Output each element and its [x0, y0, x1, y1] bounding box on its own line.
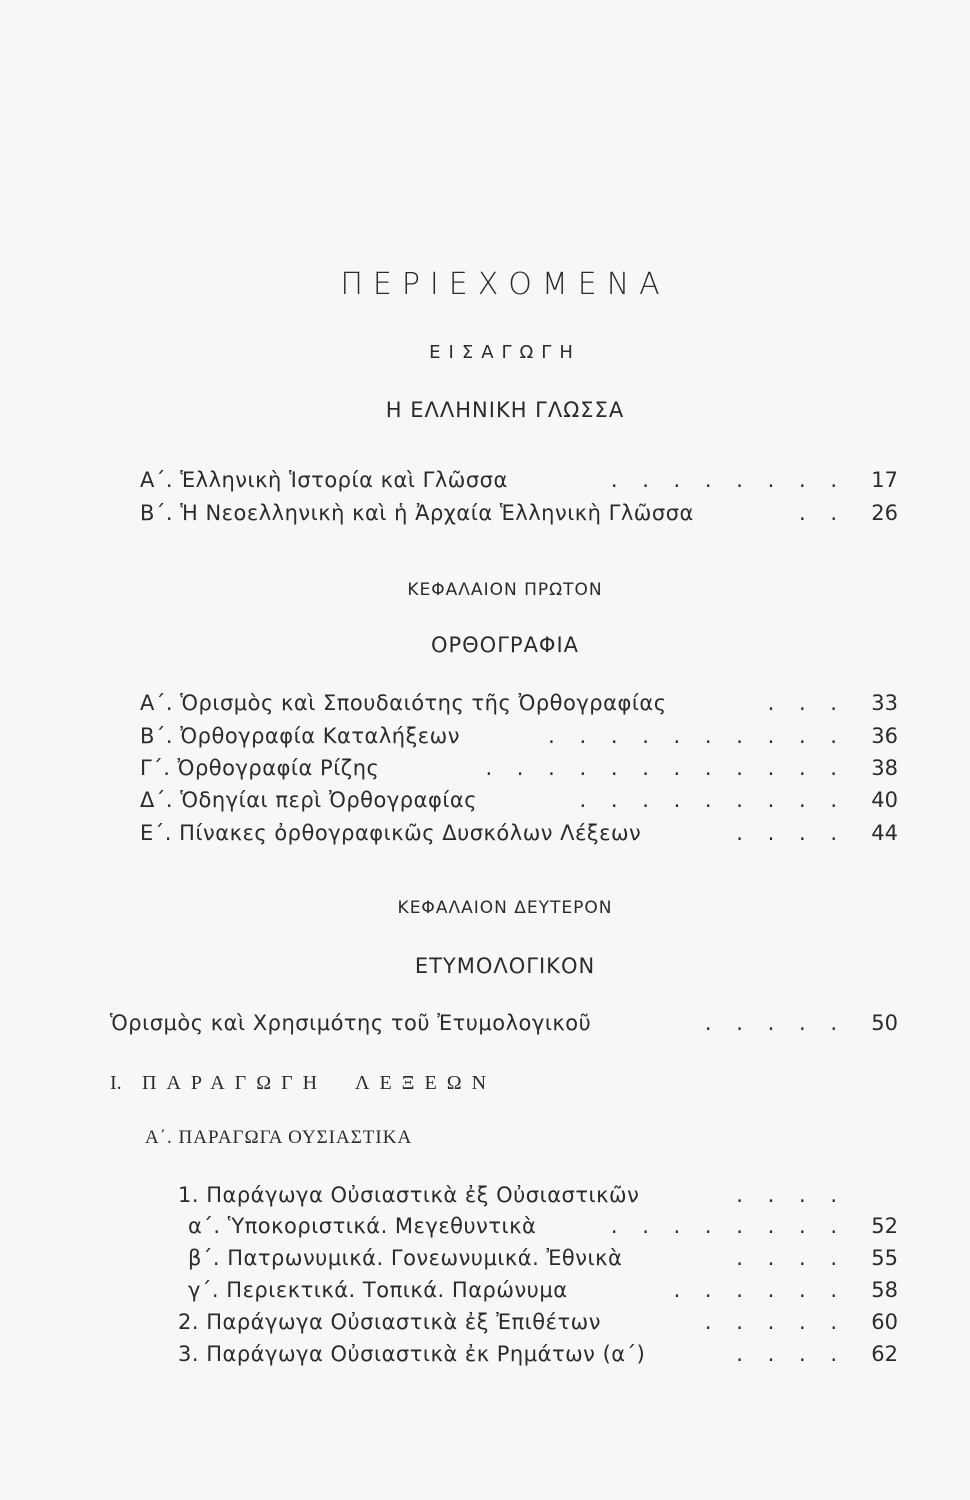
toc-entry-title: α΄. Ὑποκοριστικά. Μεγεθυντικὰ [188, 1214, 537, 1238]
page-number: 60 [871, 1310, 898, 1334]
toc-entry-title: 2. Παράγωγα Οὐσιαστικὰ ἐξ Ἐπιθέτων [178, 1310, 601, 1334]
toc-entry-title: Β΄. Ἡ Νεοελληνικὴ καὶ ἡ Ἀρχαία Ἑλληνικὴ Γλῶσσα [140, 501, 694, 525]
toc-entry [140, 784, 898, 816]
part-number: Ι. [110, 1072, 122, 1094]
dot-leader: . . . . . . . . . [579, 788, 846, 812]
part-title: ΠΑΡΑΓΩΓΗ ΛΕΞΕΩΝ [142, 1072, 497, 1094]
page-number: 44 [871, 821, 898, 845]
dot-leader: . . . . . [704, 1011, 846, 1035]
toc-entry-title: Ὁρισμὸς καὶ Χρησιμότης τοῦ Ἐτυμολογικοῦ [110, 1011, 592, 1035]
introduction-heading: ΕΙΣΑΓΩΓΗ [429, 342, 581, 363]
toc-entry [140, 720, 898, 752]
dot-leader: . . . . . . . . [610, 468, 846, 492]
page-number: 17 [871, 468, 898, 492]
dot-leader: . . . . . . . . . . . . [485, 756, 846, 780]
toc-entry-title: Α΄. Ὁρισμὸς καὶ Σπουδαιότης τῆς Ὀρθογραφίας [140, 691, 667, 715]
toc-entry [110, 1007, 898, 1039]
toc-entry-title: Δ΄. Ὁδηγίαι περὶ Ὀρθογραφίας [140, 788, 478, 812]
toc-entry-title: γ΄. Περιεκτικά. Τοπικά. Παρώνυμα [188, 1278, 568, 1302]
page-number: 33 [871, 691, 898, 715]
dot-leader: . . . . . [704, 1310, 846, 1334]
toc-entry-title: 1. Παράγωγα Οὐσιαστικὰ ἐξ Οὐσιαστικῶν [178, 1183, 640, 1207]
toc-entry [178, 1306, 898, 1338]
toc-entry-title: Γ΄. Ὀρθογραφία Ρίζης [140, 756, 380, 780]
introduction-subtitle: Η ΕΛΛΗΝΙΚΗ ΓΛΩΣΣΑ [385, 398, 625, 422]
chapter-2-subtitle: ΕΤΥΜΟΛΟΓΙΚΟΝ [414, 954, 596, 978]
chapter-1-subtitle: ΟΡΘΟΓΡΑΦΙΑ [430, 633, 580, 657]
toc-entry-title: Ε΄. Πίνακες ὀρθογραφικῶς Δυσκόλων Λέξεων [140, 821, 642, 845]
page-number: 58 [871, 1278, 898, 1302]
page-number: 36 [871, 724, 898, 748]
toc-entry [178, 1338, 898, 1370]
dot-leader: . . . . [736, 1183, 846, 1207]
page-number: 38 [871, 756, 898, 780]
toc-entry [140, 817, 898, 849]
dot-leader: . . [798, 501, 846, 525]
toc-entry [140, 687, 898, 719]
toc-entry [188, 1274, 898, 1306]
page-number: 62 [871, 1342, 898, 1366]
dot-leader: . . . . . . [673, 1278, 846, 1302]
page-number: 40 [871, 788, 898, 812]
dot-leader: . . . . . . . . [610, 1214, 846, 1238]
toc-entry [140, 497, 898, 529]
page-number: 55 [871, 1246, 898, 1270]
page-title: ΠΕΡΙΕΧΟΜΕΝΑ [340, 267, 670, 302]
chapter-2-heading: ΚΕΦΑΛΑΙΟΝ ΔΕΥΤΕΡΟΝ [397, 898, 613, 918]
toc-entry-title: β΄. Πατρωνυμικά. Γονεωνυμικά. Ἐθνικὰ [188, 1246, 623, 1270]
dot-leader: . . . . [736, 1342, 846, 1366]
section-heading: Α΄. ΠΑΡΑΓΩΓΑ ΟΥΣΙΑΣΤΙΚΑ [145, 1127, 413, 1148]
toc-entry [188, 1242, 898, 1274]
dot-leader: . . . . [736, 821, 846, 845]
dot-leader: . . . . . . . . . . [548, 724, 846, 748]
page-number: 50 [871, 1011, 898, 1035]
page-number: 52 [871, 1214, 898, 1238]
toc-entry-title: Β΄. Ὀρθογραφία Καταλήξεων [140, 724, 460, 748]
toc-entry [140, 464, 898, 496]
chapter-1-heading: ΚΕΦΑΛΑΙΟΝ ΠΡΩΤΟΝ [407, 580, 603, 600]
toc-entry [140, 752, 898, 784]
toc-entry [188, 1210, 898, 1242]
toc-entry-title: 3. Παράγωγα Οὐσιαστικὰ ἐκ Ρημάτων (α΄) [178, 1342, 646, 1366]
dot-leader: . . . . [736, 1246, 846, 1270]
toc-entry-title: Α΄. Ἑλληνικὴ Ἱστορία καὶ Γλῶσσα [140, 468, 508, 492]
toc-entry [178, 1179, 898, 1211]
page-number [858, 1179, 898, 1211]
page-number: 26 [871, 501, 898, 525]
dot-leader: . . . [767, 691, 846, 715]
